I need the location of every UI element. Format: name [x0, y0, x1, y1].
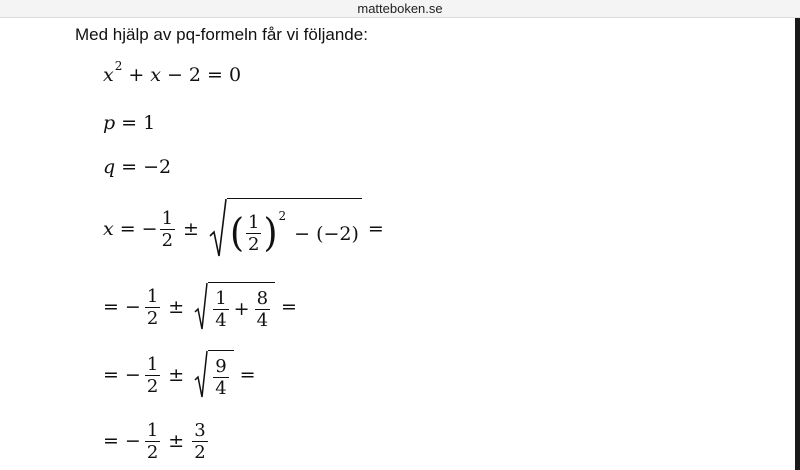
pq-formula-line: x = − $\frac{1}{2}$ ± ( $\frac{1}{2}$ ) 2 − (−2) = — [103, 198, 390, 260]
square-root: ( $\frac{1}{2}$ ) 2 − (−2) — [209, 198, 362, 260]
url-text: matteboken.se — [357, 1, 443, 16]
simplify-step-1: = − $\frac{1}{2}$ ± $\frac{1}{4}$ + $\frac{8}{4}$ = — [103, 282, 303, 332]
q-value-line: q = −2 — [103, 156, 172, 178]
square-root: $\frac{1}{4}$ + $\frac{8}{4}$ — [194, 282, 275, 332]
fraction: $\frac{1}{2}$ — [161, 207, 174, 251]
equation-line: x 2 + x − 2 = 0 — [103, 59, 242, 86]
window-edge — [795, 18, 800, 470]
p-value-line: p = 1 — [103, 112, 156, 134]
intro-text: Med hjälp av pq-formeln får vi följande: — [75, 25, 368, 44]
browser-address-bar[interactable] — [0, 0, 800, 18]
square-root: $\frac{9}{4}$ — [194, 350, 233, 400]
simplify-step-2: = − $\frac{1}{2}$ ± $\frac{9}{4}$ = — [103, 350, 262, 400]
simplify-step-3: = − $\frac{1}{2}$ ± $\frac{3}{2}$ — [103, 419, 206, 463]
